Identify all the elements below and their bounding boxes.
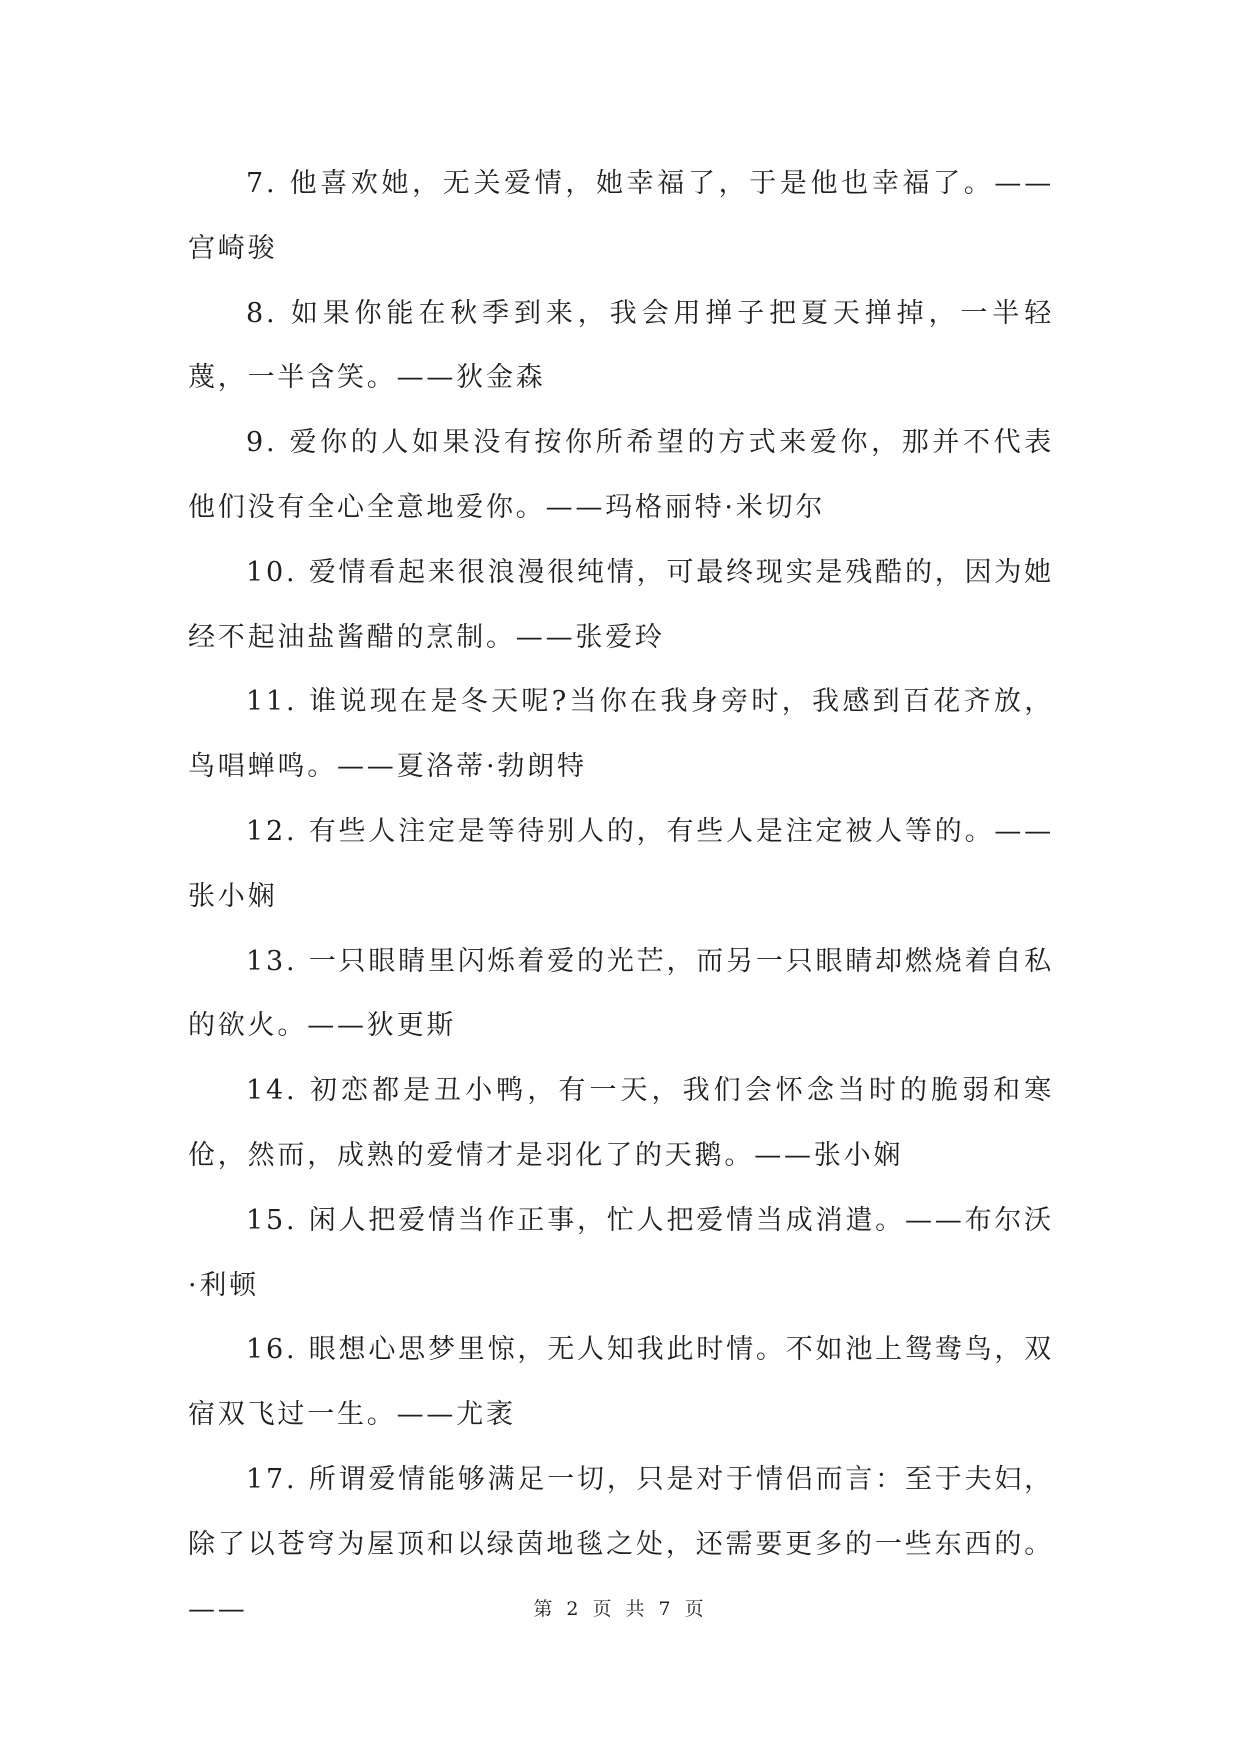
quote-item: 13. 一只眼睛里闪烁着爱的光芒，而另一只眼睛却燃烧着自私的欲火。——狄更斯 — [188, 945, 1054, 1042]
page-footer: 第 2 页 共 7 页 — [533, 1598, 708, 1620]
quote-item: 14. 初恋都是丑小鸭，有一天，我们会怀念当时的脆弱和寒伧，然而，成熟的爱情才是羽化了的天鹅。——张小娴 — [188, 1075, 1054, 1171]
quote-item: 9. 爱你的人如果没有按你所希望的方式来爱你，那并不代表他们没有全心全意地爱你。——玛格丽特·米切尔 — [188, 427, 1054, 523]
quote-list — [188, 152, 1054, 1642]
quote-item: 11. 谁说现在是冬天呢?当你在我身旁时，我感到百花齐放，鸟唱蝉鸣。——夏洛蒂·勃朗特 — [188, 686, 1054, 783]
quote-item: 8. 如果你能在秋季到来，我会用掸子把夏天掸掉，一半轻蔑，一半含笑。——狄金森 — [188, 297, 1054, 394]
quote-item: 17. 所谓爱情能够满足一切，只是对于情侣而言：至于夫妇，除了以苍穹为屋顶和以绿茵地毯之处，还需要更多的一些东西的。—— — [188, 1463, 1054, 1625]
quote-item: 7. 他喜欢她，无关爱情，她幸福了，于是他也幸福了。——宫崎骏 — [188, 168, 1054, 264]
quote-item: 16. 眼想心思梦里惊，无人知我此时情。不如池上鸳鸯鸟，双宿双飞过一生。——尤袤 — [188, 1334, 1054, 1431]
quote-item: 10. 爱情看起来很浪漫很纯情，可最终现实是残酷的，因为她经不起油盐酱醋的烹制。——张爱玲 — [188, 556, 1054, 653]
quote-item: 12. 有些人注定是等待别人的，有些人是注定被人等的。——张小娴 — [188, 815, 1054, 912]
quote-item: 15. 闲人把爱情当作正事，忙人把爱情当成消遣。——布尔沃·利顿 — [188, 1204, 1054, 1301]
